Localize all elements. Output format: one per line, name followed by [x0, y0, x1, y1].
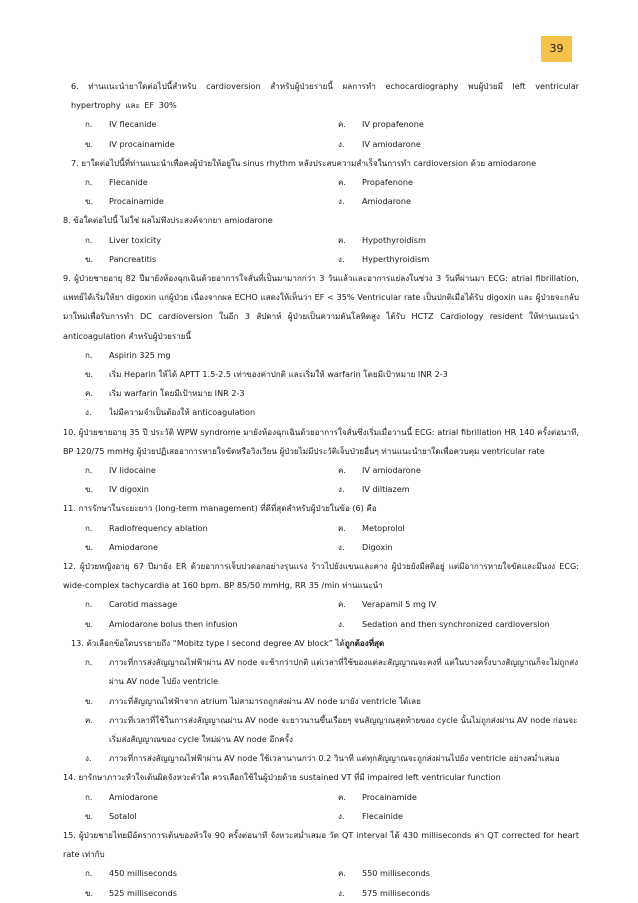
option-d [326, 615, 579, 634]
page-number: 39 [541, 36, 572, 62]
option-d [326, 135, 579, 154]
option-marker: ข. [85, 618, 94, 629]
option-text: เริ่ม Heparin ให้ได้ APTT 1.5-2.5 เท่าของค่าปกติ และเริ่มให้ warfarin โดยมีเป้าหมาย INR 2-3 [109, 369, 448, 380]
option-text: Amiodarone [109, 541, 158, 552]
option-a [63, 231, 316, 250]
option-text: 575 milliseconds [362, 887, 430, 898]
option-marker: ง. [338, 541, 345, 552]
option-text: Flecanide [109, 177, 148, 188]
option-marker: ก. [85, 349, 93, 360]
question-text: 11. การรักษาในระยะยาว (long-term management) ที่ดีที่สุดสำหรับผู้ป่วยในข้อ (6) คือ [63, 503, 377, 514]
option-text: Pancreatitis [109, 253, 157, 264]
option-text: Procainamide [109, 196, 164, 207]
option-b [63, 480, 316, 499]
option-marker: ก. [85, 868, 93, 879]
option-marker: ค. [85, 388, 93, 399]
question-text-main: 13. ตัวเลือกข้อใดบรรยายถึง “Mobitz type I second degree AV block” ได้ [71, 637, 345, 648]
option-marker: ก. [85, 119, 93, 130]
option-text: IV procainamide [109, 138, 175, 149]
option-a [63, 173, 316, 192]
option-text: ไม่มีความจำเป็นต้องให้ anticoagulation [109, 407, 256, 418]
option-text: Procainamide [362, 791, 417, 802]
option-c [63, 711, 579, 749]
option-d [63, 749, 579, 768]
options [63, 346, 579, 423]
option-marker: ง. [338, 618, 345, 629]
option-text: Hyperthyroidism [362, 253, 430, 264]
option-marker: ง. [338, 253, 345, 264]
option-c [326, 788, 579, 807]
question-text: 6. ท่านแนะนำยาใดต่อไปนี้สำหรับ cardioversion สำหรับผู้ป่วยรายนี้ ผลการทำ echocardiography พบผู้ป่วยมี left ventricular hypertrophy และ EF 30% [71, 81, 579, 111]
option-c [85, 384, 579, 403]
option-marker: ก. [85, 234, 93, 245]
option-text: Sedation and then synchronized cardioversion [362, 618, 550, 629]
option-marker: ข. [85, 253, 94, 264]
option-text: Liver toxicity [109, 234, 162, 245]
option-d [85, 403, 579, 422]
option-text: Amiodarone [109, 791, 158, 802]
option-b [63, 538, 316, 557]
option-c [326, 519, 579, 538]
option-text: Radiofrequency ablation [109, 522, 208, 533]
option-text: Verapamil 5 mg IV [362, 599, 437, 610]
option-d [326, 807, 579, 826]
option-c [326, 173, 579, 192]
options [63, 653, 579, 768]
question-text [63, 634, 579, 653]
option-a [63, 115, 316, 134]
option-marker: ค. [338, 177, 346, 188]
option-marker: ง. [338, 484, 345, 495]
option-a [63, 461, 316, 480]
question-12 [63, 557, 579, 634]
option-b [63, 807, 316, 826]
option-a [85, 346, 579, 365]
option-text: ภาวะที่การส่งสัญญาณไฟฟ้าผ่าน AV node จะช้ากว่าปกติ แต่เวลาที่ใช้ของแต่ละสัญญาณจะคงที่ แต่ในบางครั้งบางสัญญาณก็จะไม่ถูกส่งผ่าน AV node ไปยัง ventricle [109, 657, 579, 687]
question-text: 10. ผู้ป่วยชายอายุ 35 ปี ประวัติ WPW syndrome มายังห้องฉุกเฉินด้วยอาการใจสั่นซึ่งเริ่มเมื่อวานนี้ ECG: atrial fibrillation HR 140 ครั้งต่อนาที, BP 120/75 mmHg ผู้ป่วยปฏิเสธอาการหายใจขัดหรือวิงเวียน ผู้ป่วยไม่มีประวัติเจ็บป่วยอื่นๆ ท่านแนะนำยาใดเพื่อควบคุม ventricular rate [63, 426, 579, 456]
option-marker: ข. [85, 887, 94, 898]
option-marker: ง. [338, 196, 345, 207]
option-text: เริ่ม warfarin โดยมีเป้าหมาย INR 2-3 [109, 388, 245, 399]
option-marker: ข. [85, 541, 94, 552]
option-marker: ข. [85, 484, 94, 495]
option-marker: ง. [85, 407, 92, 418]
option-marker: ค. [338, 791, 346, 802]
option-b [63, 135, 316, 154]
option-d [326, 884, 579, 903]
option-d [326, 538, 579, 557]
option-marker: ค. [338, 234, 346, 245]
options [63, 173, 579, 211]
option-marker: ค. [338, 522, 346, 533]
option-d [326, 480, 579, 499]
option-marker: ง. [338, 887, 345, 898]
option-text: ภาวะที่สัญญาณไฟฟ้าจาก atrium ไม่สามารถถูกส่งผ่าน AV node มายัง ventricle ได้เลย [109, 695, 421, 706]
question-text: 9. ผู้ป่วยชายอายุ 82 ปีมายังห้องฉุกเฉินด้วยอาการใจสั่นที่เป็นมามากกว่า 3 วันแล้วและอาการแย่ลงในช่วง 3 วันที่ผ่านมา ECG: atrial fibrillation, แพทย์ได้เริ่มให้ยา digoxin แก่ผู้ป่วย เนื่องจากผล ECHO แสดงให้เห็นว่า EF < 35% Ventricular rate เป็นปกติเมื่อได้รับ digoxin และ ผู้ป่วยจะกลับมาใหม่เพื่อรับการทำ DC cardioversion ในอีก 3 สัปดาห์ ผู้ป่วยเป็นความดันโลหิตสูง ได้รับ HCTZ Cardiology resident ให้ท่านแนะนำ anticoagulation สำหรับผู้ป่วยรายนี้ [63, 273, 579, 341]
option-b [63, 615, 316, 634]
option-text: Hypothyroidism [362, 234, 426, 245]
question-text: 14. ยารักษาภาวะหัวใจเต้นผิดจังหวะตัวใด ควรเลือกใช้ในผู้ป่วยด้วย sustained VT ที่มี impaired left ventricular function [63, 772, 501, 783]
option-marker: ง. [85, 753, 92, 764]
option-marker: ง. [338, 138, 345, 149]
question-text: 7. ยาใดต่อไปนี้ที่ท่านแนะนำเพื่อคงผู้ป่วยให้อยู่ใน sinus rhythm หลังประสบความสำเร็จในการทำ cardioversion ด้วย amiodarone [71, 157, 537, 168]
option-text: Aspirin 325 mg [109, 349, 171, 360]
option-text: Metoprolol [362, 522, 405, 533]
option-marker: ข. [85, 196, 94, 207]
question-text: 15. ผู้ป่วยชายไทยมีอัตราการเต้นของหัวใจ 90 ครั้งต่อนาที จังหวะสม่ำเสมอ วัด QT interval ได้ 430 milliseconds ค่า QT corrected for heart rate เท่ากับ [63, 829, 579, 860]
option-text: ภาวะที่เวลาที่ใช้ในการส่งสัญญาณผ่าน AV node จะยาวนานขึ้นเรื่อยๆ จนสัญญาณสุดท้ายของ cycle นั้นไม่ถูกส่งผ่าน AV node ก่อนจะเริ่มส่งสัญญาณของ cycle ใหม่ผ่าน AV node อีกครั้ง [109, 714, 578, 744]
options [63, 864, 579, 902]
option-a [63, 788, 316, 807]
option-text: Amiodarone bolus then infusion [109, 618, 238, 629]
option-text: IV amiodarone [362, 465, 421, 476]
option-marker: ก. [85, 177, 93, 188]
option-a [63, 653, 579, 691]
option-text: Amiodarone [362, 196, 411, 207]
option-text: ภาวะที่การส่งสัญญาณไฟฟ้าผ่าน AV node ใช้เวลานานกว่า 0.2 วินาที แต่ทุกสัญญาณจะถูกส่งผ่านไปยัง ventricle อย่างสม่ำเสมอ [109, 753, 560, 764]
option-b [63, 192, 316, 211]
option-c [326, 115, 579, 134]
option-marker: ง. [338, 810, 345, 821]
option-c [326, 231, 579, 250]
options [63, 115, 579, 153]
option-text: 450 milliseconds [109, 868, 177, 879]
option-d [326, 192, 579, 211]
option-text: IV amiodarone [362, 138, 421, 149]
option-b [63, 692, 579, 711]
option-b [63, 250, 316, 269]
question-8 [63, 211, 579, 269]
option-marker: ค. [85, 714, 93, 725]
option-a [63, 519, 316, 538]
question-text: 8. ข้อใดต่อไปนี้ ไม่ใช่ ผลไม่พึงประสงค์จากยา amiodarone [63, 215, 273, 226]
option-marker: ก. [85, 465, 93, 476]
option-text: IV diltiazem [362, 484, 410, 495]
option-text: IV lidocaine [109, 465, 156, 476]
question-10 [63, 423, 579, 500]
option-a [63, 595, 316, 614]
question-11 [63, 499, 579, 557]
option-text: Carotid massage [109, 599, 178, 610]
option-d [326, 250, 579, 269]
question-15 [63, 826, 579, 903]
option-text: 550 milliseconds [362, 868, 430, 879]
option-text: Sotalol [109, 810, 137, 821]
options [63, 461, 579, 499]
option-text: IV flecanide [109, 119, 157, 130]
question-list [63, 77, 579, 903]
option-marker: ข. [85, 138, 94, 149]
question-7 [63, 154, 579, 212]
option-text: Digoxin [362, 541, 393, 552]
option-c [326, 595, 579, 614]
option-marker: ข. [85, 810, 94, 821]
option-marker: ค. [338, 465, 346, 476]
options [63, 519, 579, 557]
option-marker: ค. [338, 119, 346, 130]
question-13 [63, 634, 579, 768]
option-text: IV propafenone [362, 119, 424, 130]
option-marker: ก. [85, 791, 93, 802]
question-14 [63, 768, 579, 826]
question-9 [63, 269, 579, 423]
question-6 [63, 77, 579, 154]
option-a [63, 864, 316, 883]
option-text: 525 milliseconds [109, 887, 177, 898]
option-text: Propafenone [362, 177, 413, 188]
option-marker: ค. [338, 599, 346, 610]
options [63, 595, 579, 633]
option-marker: ข. [85, 695, 94, 706]
option-marker: ก. [85, 522, 93, 533]
option-marker: ข. [85, 369, 94, 380]
options [63, 788, 579, 826]
question-text-emphasis: ถูกต้องที่สุด [344, 637, 385, 648]
option-c [326, 461, 579, 480]
option-text: Flecainide [362, 810, 404, 821]
option-marker: ก. [85, 599, 93, 610]
option-b [63, 884, 316, 903]
question-text: 12. ผู้ป่วยหญิงอายุ 67 ปีมายัง ER ด้วยอาการเจ็บปวดอกอย่างรุนแรง ร้าวไปยังแขนและคาง ผู้ป่วยยังมีสติอยู่ แต่มีอาการหายใจขัดและมึนงง ECG: wide-complex tachycardia at 160 bpm. BP 85/50 mmHg, RR 35 /min ท่านแนะนำ [63, 561, 579, 591]
option-b [85, 365, 579, 384]
option-c [326, 864, 579, 883]
option-marker: ก. [85, 657, 93, 668]
option-text: IV digoxin [109, 484, 149, 495]
options [63, 231, 579, 269]
option-marker: ค. [338, 868, 346, 879]
